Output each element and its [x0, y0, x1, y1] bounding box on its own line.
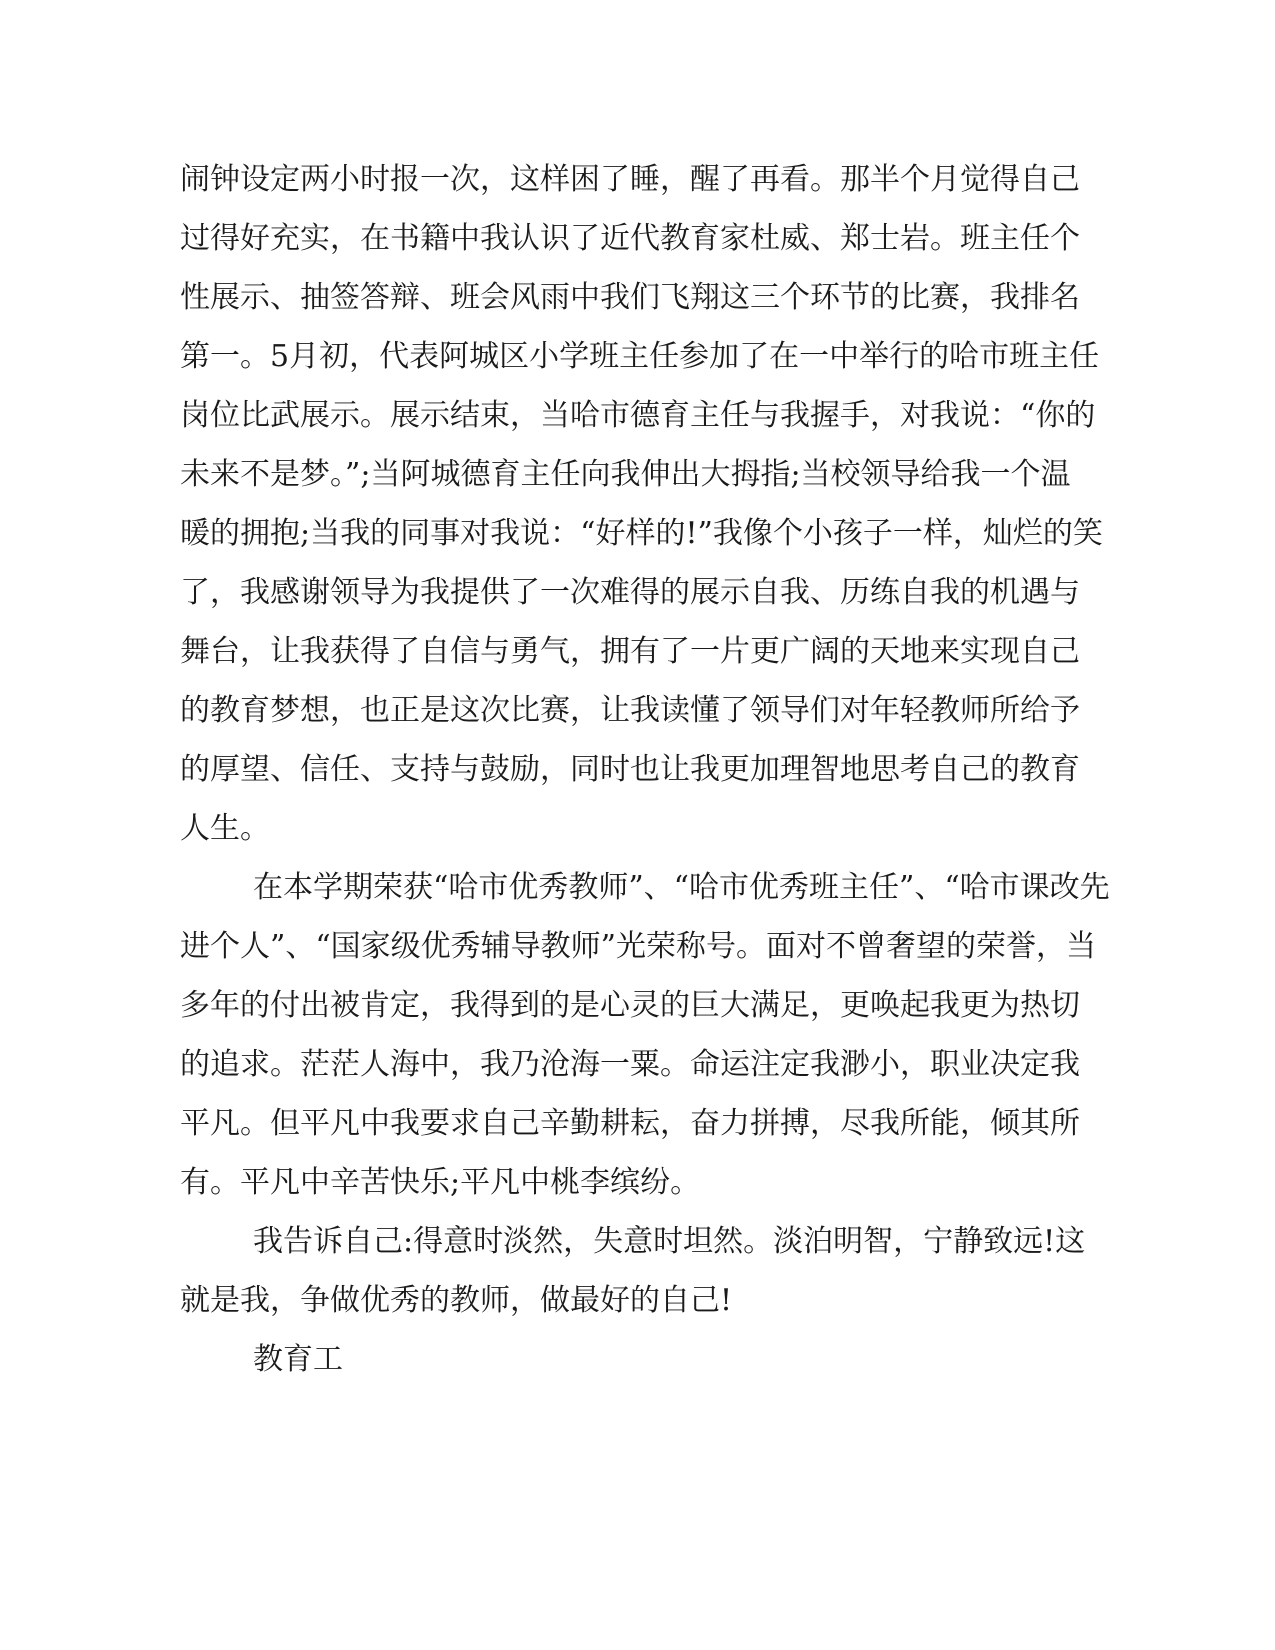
text-line: 就是我，争做优秀的教师，做最好的自己! — [180, 1283, 733, 1318]
text-line: 的厚望、信任、支持与鼓励，同时也让我更加理智地思考自己的教育 — [180, 752, 1080, 787]
text-line: 的追求。茫茫人海中，我乃沧海一粟。命运注定我渺小，职业决定我 — [180, 1047, 1080, 1082]
text-line: 的教育梦想，也正是这次比赛，让我读懂了领导们对年轻教师所给予 — [180, 693, 1080, 728]
text-line: 我告诉自己:得意时淡然，失意时坦然。淡泊明智，宁静致远!这 — [253, 1224, 1086, 1259]
text-line: 未来不是梦。”;当阿城德育主任向我伸出大拇指;当校领导给我一个温 — [180, 457, 1071, 492]
text-line: 平凡。但平凡中我要求自己辛勤耕耘，奋力拼搏，尽我所能，倾其所 — [180, 1106, 1080, 1141]
text-line: 多年的付出被肯定，我得到的是心灵的巨大满足，更唤起我更为热切 — [180, 988, 1080, 1023]
text-line: 在本学期荣获“哈市优秀教师”、“哈市优秀班主任”、“哈市课改先 — [253, 870, 1110, 905]
text-line: 第一。5月初，代表阿城区小学班主任参加了在一中举行的哈市班主任 — [180, 339, 1100, 374]
text-line: 进个人”、“国家级优秀辅导教师”光荣称号。面对不曾奢望的荣誉，当 — [180, 929, 1097, 964]
text-line: 性展示、抽签答辩、班会风雨中我们飞翔这三个环节的比赛，我排名 — [180, 280, 1080, 315]
text-line: 教育工 — [253, 1342, 343, 1377]
text-line: 了，我感谢领导为我提供了一次难得的展示自我、历练自我的机遇与 — [180, 575, 1080, 610]
text-line: 闹钟设定两小时报一次，这样困了睡，醒了再看。那半个月觉得自己 — [180, 162, 1080, 197]
text-line: 过得好充实，在书籍中我认识了近代教育家杜威、郑士岩。班主任个 — [180, 221, 1080, 256]
text-line: 人生。 — [180, 811, 270, 846]
text-line: 岗位比武展示。展示结束，当哈市德育主任与我握手，对我说：“你的 — [180, 398, 1096, 433]
text-line: 舞台，让我获得了自信与勇气，拥有了一片更广阔的天地来实现自己 — [180, 634, 1080, 669]
text-line: 有。平凡中辛苦快乐;平凡中桃李缤纷。 — [180, 1165, 701, 1200]
text-line: 暖的拥抱;当我的同事对我说：“好样的!”我像个小孩子一样，灿烂的笑 — [180, 516, 1103, 551]
